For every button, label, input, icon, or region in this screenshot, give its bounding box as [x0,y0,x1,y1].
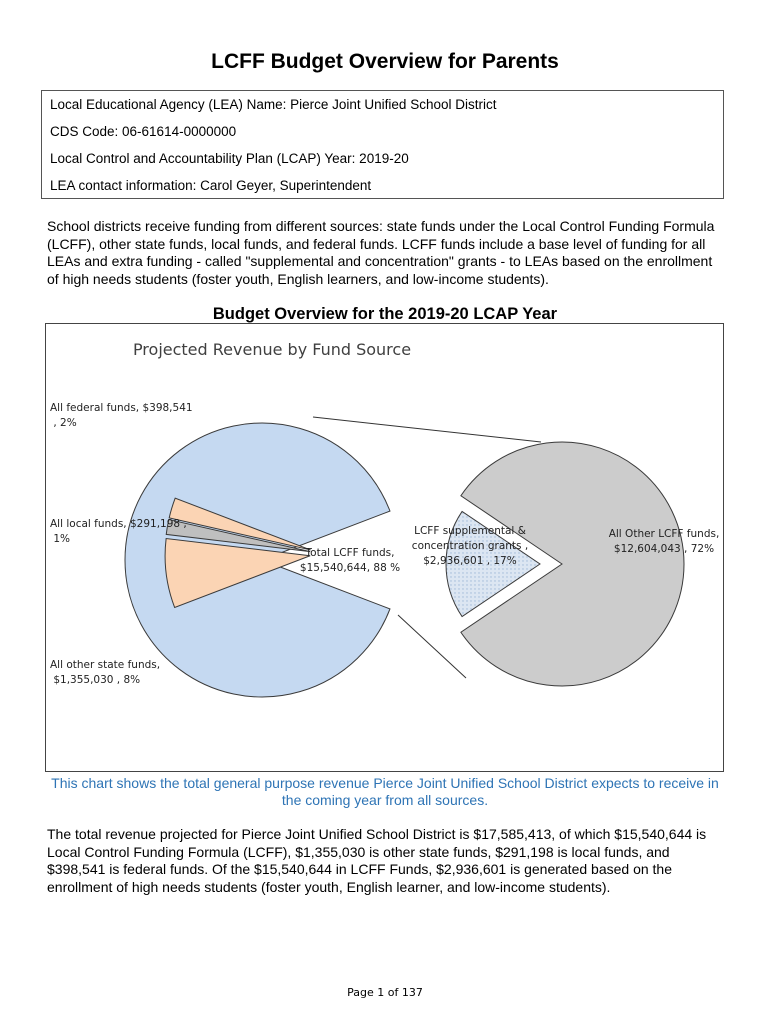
label-all-other-lcff: All Other LCFF funds, $12,604,043 , 72% [608,528,720,555]
pie-of-pie-chart [46,324,725,773]
label-federal-funds: All federal funds, $398,541 , 2% [50,402,193,429]
connector-bottom [398,615,466,678]
lea-contact: LEA contact information: Carol Geyer, Superintendent [50,178,372,193]
revenue-chart [45,323,724,772]
page-number: Page 1 of 137 [347,986,423,999]
label-other-state-funds: All other state funds, $1,355,030 , 8% [50,659,161,686]
label-local-funds: All local funds, $291,198 , 1% [50,518,187,545]
chart-title: Projected Revenue by Fund Source [132,340,412,359]
page-title: LCFF Budget Overview for Parents [211,50,559,73]
lcap-year: Local Control and Accountability Plan (LCAP) Year: 2019-20 [50,151,409,166]
section-title: Budget Overview for the 2019-20 LCAP Year [212,305,558,323]
summary-paragraph: The total revenue projected for Pierce Joint Unified School District is $17,585,413, of which $15,540,644 is Local Control Funding Formula (LCFF), $1,355,030 is other state funds, $291,198 is local funds, and $398,541 is federal funds. Of the $15,540,644 in LCFF Funds, $2,936,601 is generated based on the enrollment of high needs students (foster youth, English learner, and low-income students). [47,826,707,895]
connector-top [313,417,541,442]
chart-caption: This chart shows the total general purpose revenue Pierce Joint Unified School District expects to receive in the coming year from all sources. [51,775,719,808]
lea-info-box [41,90,724,199]
label-lcff-supplemental: LCFF supplemental & concentration grants , $2,936,601 , 17% [411,525,529,567]
lea-name: Local Educational Agency (LEA) Name: Pierce Joint Unified School District [50,97,497,112]
cds-code: CDS Code: 06-61614-0000000 [50,124,237,139]
label-total-lcff: Total LCFF funds, $15,540,644, 88 % [299,547,401,574]
intro-paragraph: School districts receive funding from different sources: state funds under the Local Control Funding Formula (LCFF), other state funds, local funds, and federal funds. LCFF funds include a base level of funding for all LEAs and extra funding - called "supplemental and concentration" grants - to LEAs based on the enrollment of high needs students (foster youth, English learners, and low-income students). [47,218,715,287]
